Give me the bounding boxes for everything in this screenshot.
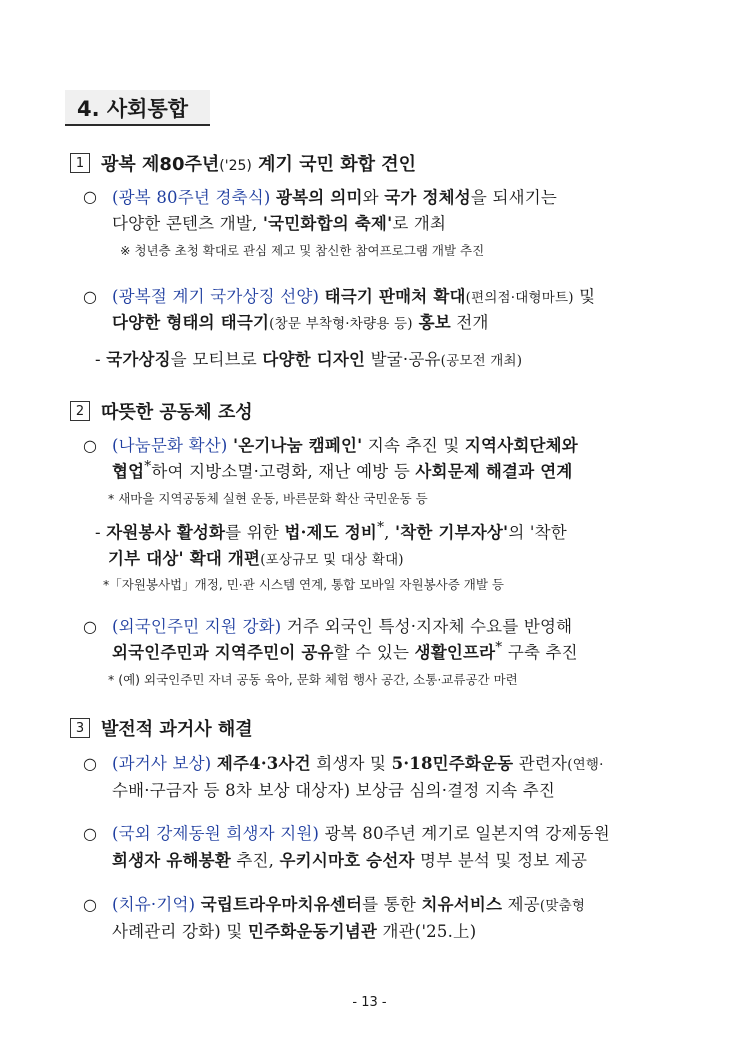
heading-title: 따뜻한 공동체 조성 [101,402,253,423]
section-title: 4. 사회통합 [77,97,189,121]
item-1-note: ※ 청년층 초청 확대로 관심 제고 및 참신한 참여프로그램 개발 추진 [120,243,485,258]
heading-2 [70,398,253,424]
bullet-icon: ○ [83,617,97,636]
bullet-icon: ○ [83,436,97,455]
item-6-line-1: (국외 강제동원 희생자 지원) 광복 80주년 계기로 일본지역 강제동원 [112,824,610,843]
heading-number-box: 1 [70,153,90,173]
item-5-line-2: 수배·구금자 등 8차 보상 대상자) 보상금 심의·결정 지속 추진 [112,781,555,800]
item-3-sub-line-2: 기부 대상' 확대 개편(포상규모 및 대상 확대) [108,549,404,568]
item-1-line-1: (광복 80주년 경축식) 광복의 의미와 국가 정체성을 되새기는 [112,188,558,207]
item-4-line-1: (외국인주민 지원 강화) 거주 외국인 특성·지자체 수요를 반영해 [112,617,573,636]
item-3-note: * 새마을 지역공동체 실현 운동, 바른문화 확산 국민운동 등 [108,491,428,506]
bullet-icon: ○ [83,824,97,843]
item-5-line-1: (과거사 보상) 제주4·3사건 희생자 및 5·18민주화운동 관련자(연행· [112,754,604,773]
heading-title: 발전적 과거사 해결 [101,719,253,740]
item-2-line-2: 다양한 형태의 태극기(창문 부착형·차량용 등) 홍보 전개 [112,313,489,332]
page-number: - 13 - [352,995,387,1010]
heading-number-box: 3 [70,718,90,738]
item-7-line-1: (치유·기억) 국립트라우마치유센터를 통한 치유서비스 제공(맞춤형 [112,895,586,914]
bullet-icon: ○ [83,895,97,914]
bullet-icon: ○ [83,754,97,773]
item-3-sub-line-1: - 자원봉사 활성화를 위한 법·제도 정비*, '착한 기부자상'의 '착한 [95,519,567,542]
bullet-icon: ○ [83,187,97,206]
item-2-sub: - 국가상징을 모티브로 다양한 디자인 발굴·공유(공모전 개최) [95,350,523,369]
heading-3 [70,715,253,741]
item-3-line-2: 협업*하여 지방소멸·고령화, 재난 예방 등 사회문제 해결과 연계 [112,458,573,481]
item-7-line-2: 사례관리 강화) 및 민주화운동기념관 개관('25.上) [112,922,477,941]
item-6-line-2: 희생자 유해봉환 추진, 우키시마호 승선자 명부 분석 및 정보 제공 [112,851,588,870]
heading-number-box: 2 [70,401,90,421]
item-4-note: * (예) 외국인주민 자녀 공동 육아, 문화 체험 행사 공간, 소통·교류공간 마련 [108,672,518,687]
item-2-line-1: (광복절 계기 국가상징 선양) 태극기 판매처 확대(편의점·대형마트) 및 [112,287,596,306]
item-1-line-2: 다양한 콘텐츠 개발, '국민화합의 축제'로 개최 [112,214,447,233]
item-3-note-2: *「자원봉사법」개정, 민·관 시스템 연계, 통합 모바일 자원봉사증 개발 등 [103,577,504,592]
heading-1 [70,150,416,176]
item-4-line-2: 외국인주민과 지역주민이 공유할 수 있는 생활인프라* 구축 추진 [112,639,578,662]
bullet-icon: ○ [83,287,97,306]
item-3-line-1: (나눔문화 확산) '온기나눔 캠페인' 지속 추진 및 지역사회단체와 [112,436,578,455]
heading-title: 광복 제80주년('25) 계기 국민 화합 견인 [101,154,417,175]
